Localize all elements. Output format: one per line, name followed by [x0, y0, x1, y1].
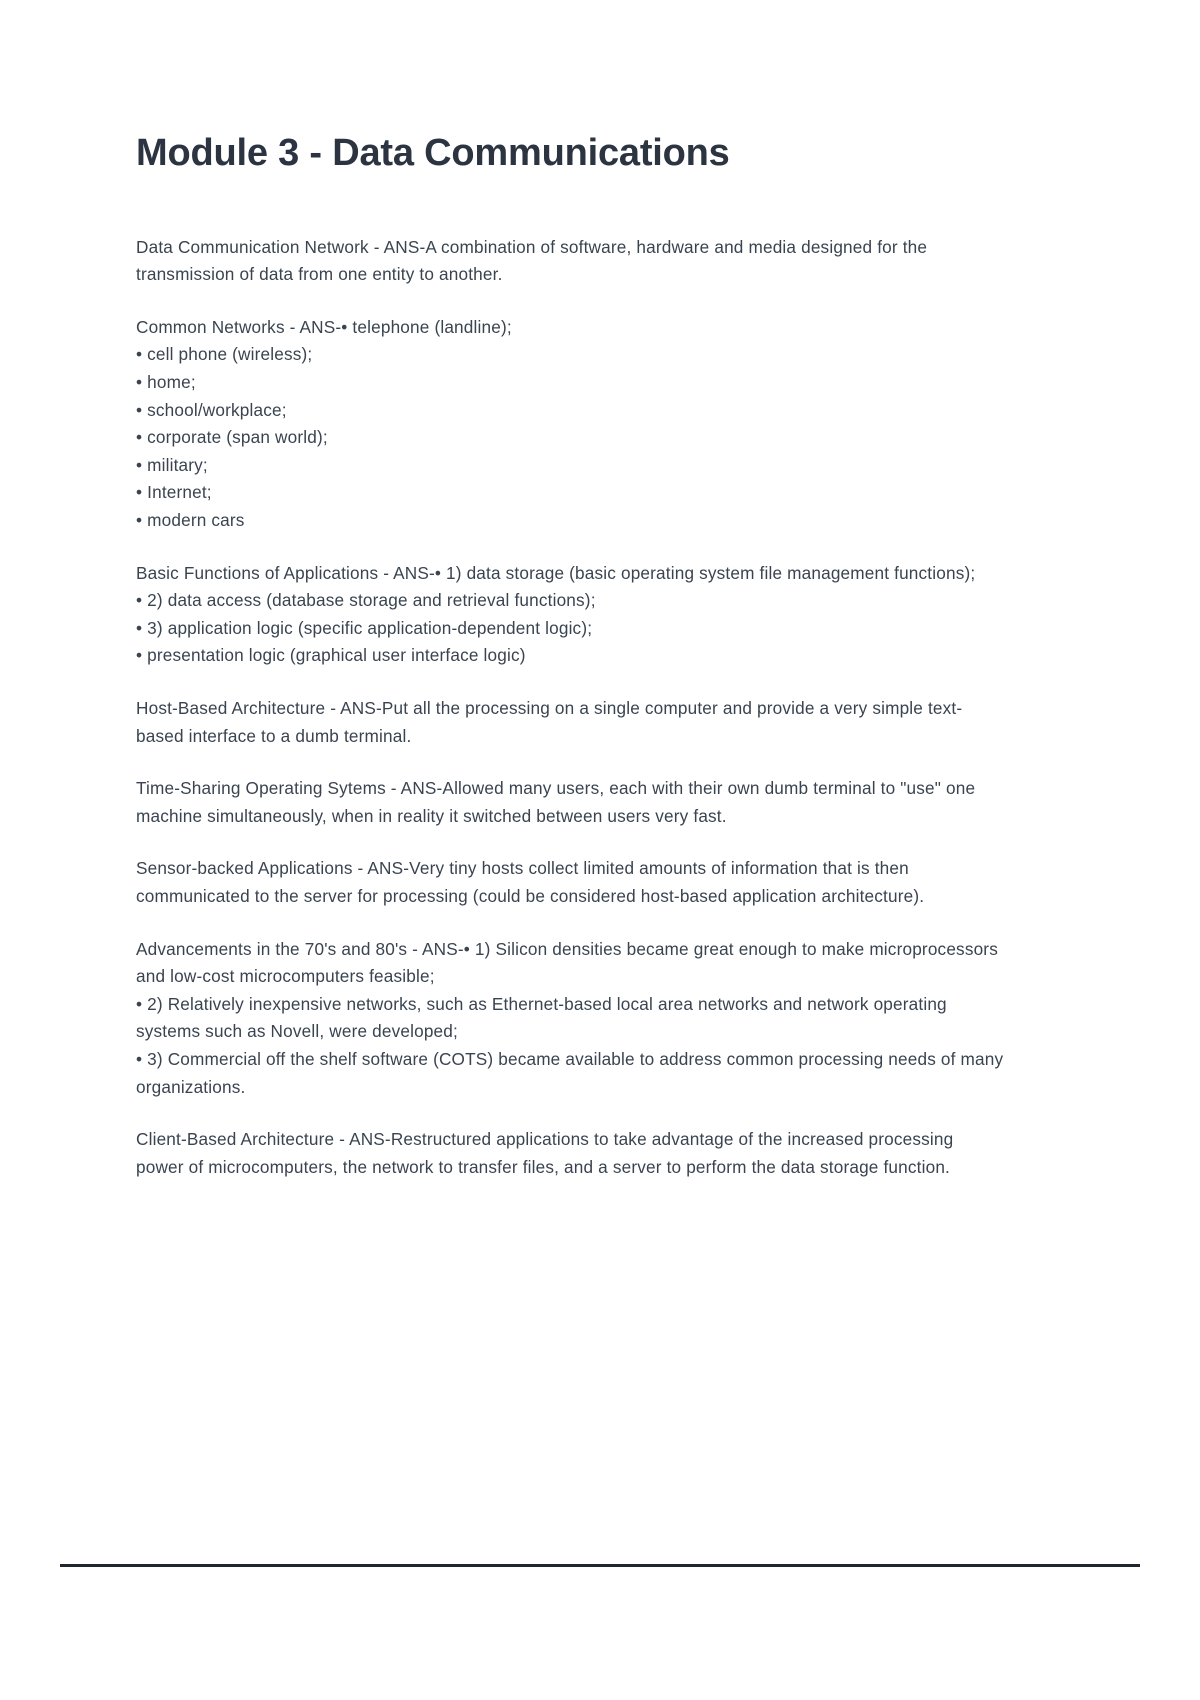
section-paragraph: Sensor-backed Applications - ANS-Very tiny hosts collect limited amounts of information that is then communicated to the server for processing (could be considered host-based application architecture).	[136, 858, 925, 906]
section-paragraph: Common Networks - ANS-• telephone (landline);	[136, 316, 512, 337]
section-host-based-architecture	[136, 695, 1004, 750]
list-item: • 3) Commercial off the shelf software (COTS) became available to address common processing needs of many organizations.	[136, 1048, 1004, 1097]
page-bottom-rule	[60, 1564, 1140, 1567]
list-item: • presentation logic (graphical user interface logic)	[136, 645, 526, 666]
document-body	[136, 176, 1004, 1182]
list-item: • 3) application logic (specific application-dependent logic);	[136, 617, 593, 638]
section-time-sharing-operating-sytems	[136, 775, 1004, 830]
section-paragraph: Host-Based Architecture - ANS-Put all the processing on a single computer and provide a very simple text-based interface to a dumb terminal.	[136, 698, 963, 746]
section-common-networks	[136, 314, 1004, 535]
section-paragraph: Client-Based Architecture - ANS-Restructured applications to take advantage of the increased processing power of microcomputers, the network to transfer files, and a server to perform the data storage function.	[136, 1129, 954, 1177]
list-item: • military;	[136, 454, 208, 475]
list-item: • modern cars	[136, 510, 245, 531]
page-title: Module 3 - Data Communications	[136, 132, 730, 174]
document-content	[136, 0, 1004, 1206]
list-item: • 2) data access (database storage and retrieval functions);	[136, 590, 596, 611]
section-advancements-70s-80s	[136, 936, 1004, 1102]
section-client-based-architecture	[136, 1126, 1004, 1181]
section-data-communication-network	[136, 234, 1004, 289]
section-paragraph: Advancements in the 70's and 80's - ANS-• 1) Silicon densities became great enough to make microprocessors and low-cost microcomputers feasible;	[136, 938, 998, 987]
section-basic-functions-of-applications	[136, 560, 1004, 670]
list-item: • 2) Relatively inexpensive networks, such as Ethernet-based local area networks and network operating systems such as Novell, were developed;	[136, 993, 947, 1042]
section-paragraph: Data Communication Network - ANS-A combination of software, hardware and media designed for the transmission of data from one entity to another.	[136, 236, 928, 285]
section-paragraph: Basic Functions of Applications - ANS-• 1) data storage (basic operating system file management functions);	[136, 562, 976, 583]
list-item: • school/workplace;	[136, 399, 287, 420]
list-item: • cell phone (wireless);	[136, 344, 313, 365]
list-item: • corporate (span world);	[136, 427, 328, 448]
section-paragraph: Time-Sharing Operating Sytems - ANS-Allowed many users, each with their own dumb terminal to "use" one machine simultaneously, when in reality it switched between users very fast.	[136, 778, 976, 826]
list-item: • home;	[136, 372, 196, 393]
list-item: • Internet;	[136, 482, 212, 503]
section-sensor-backed-applications	[136, 855, 1004, 910]
